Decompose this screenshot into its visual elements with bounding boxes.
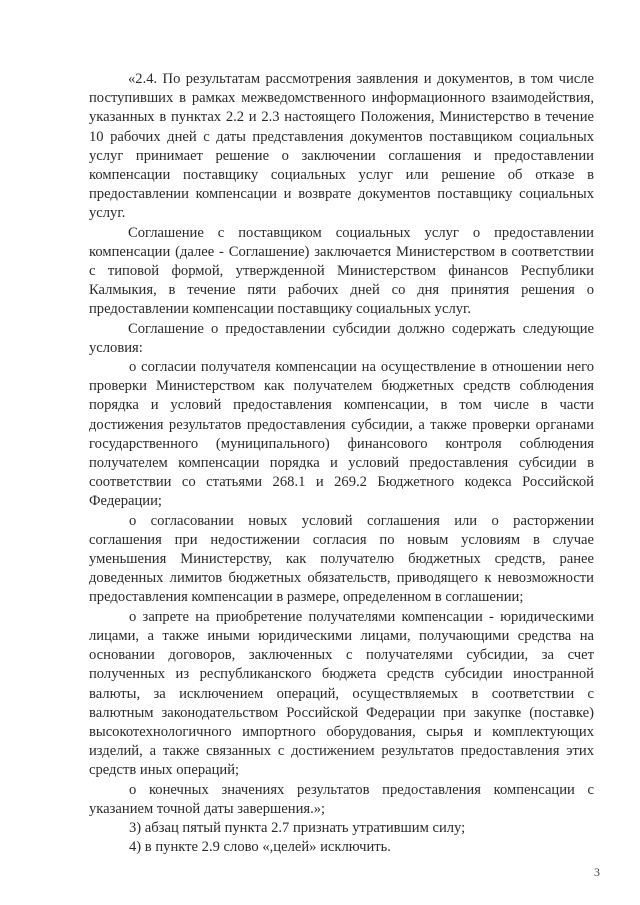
amendment-item-3: 3) абзац пятый пункта 2.7 признать утратившим силу;	[129, 819, 466, 836]
paragraph-agreement-conclusion: Соглашение с поставщиком социальных услуг о предоставлении компенсации (далее - Соглашение) заключается Министерством в соответствии с типовой формой, утвержденной Министерством финансов Республики Калмыкия, в течение пяти рабочих дней со дня принятия решения о предоставлении компенсации поставщику социальных услуг.	[89, 224, 594, 318]
paragraph-2-4: «2.4. По результатам рассмотрения заявления и документов, в том числе поступивших в рамках межведомственного информационного взаимодействия, указанных в пунктах 2.2 и 2.3 настоящего Положения, Министерство в течение 10 рабочих дней с даты представления документов поставщиком социальных услуг принимает решение о заключении соглашения и предоставлении компенсации поставщику социальных услуг или решение об отказе в предоставлении компенсации и возврате документов поставщику социальных услуг.	[89, 71, 594, 222]
condition-verification-consent: о согласии получателя компенсации на осуществление в отношении него проверки Министерством как получателем бюджетных средств соблюдения порядка и условий предоставления компенсации, в том числе в части достижения результатов предоставления субсидии, а также проверки органами государственного (муниципального) финансового контроля соблюдения получателем компенсации порядка и условий предоставления субсидии в соответствии со статьями 268.1 и 269.2 Бюджетного кодекса Российской Федерации;	[89, 359, 594, 510]
condition-currency-ban: о запрете на приобретение получателями компенсации - юридическими лицами, а также иными юридическими лицами, получающими средства на основании договоров, заключенных с получателями субсидии, за счет полученных из республиканского бюджета средств субсидии иностранной валюты, за исключением операций, осуществляемых в соответствии с валютным законодательством Российской Федерации при закупке (поставке) высокотехнологичного импортного оборудования, сырья и комплектующих изделий, а также связанных с достижением результатов предоставления этих средств иных операций;	[89, 608, 594, 779]
page-number: 3	[594, 865, 600, 879]
condition-new-terms: о согласовании новых условий соглашения или о расторжении соглашения при недостижении согласия по новым условиям в случае уменьшения Министерству, как получателю бюджетных средств, ранее доведенных лимитов бюджетных обязательств, приводящего к невозможности предоставления компенсации в размере, определенном в соглашении;	[89, 512, 594, 606]
paragraph-agreement-conditions: Соглашение о предоставлении субсидии должно содержать следующие условия:	[89, 320, 594, 356]
condition-final-results: о конечных значениях результатов предоставления компенсации с указанием точной даты завершения.»;	[89, 781, 594, 817]
amendment-item-4: 4) в пункте 2.9 слово «,целей» исключить.	[129, 839, 391, 856]
